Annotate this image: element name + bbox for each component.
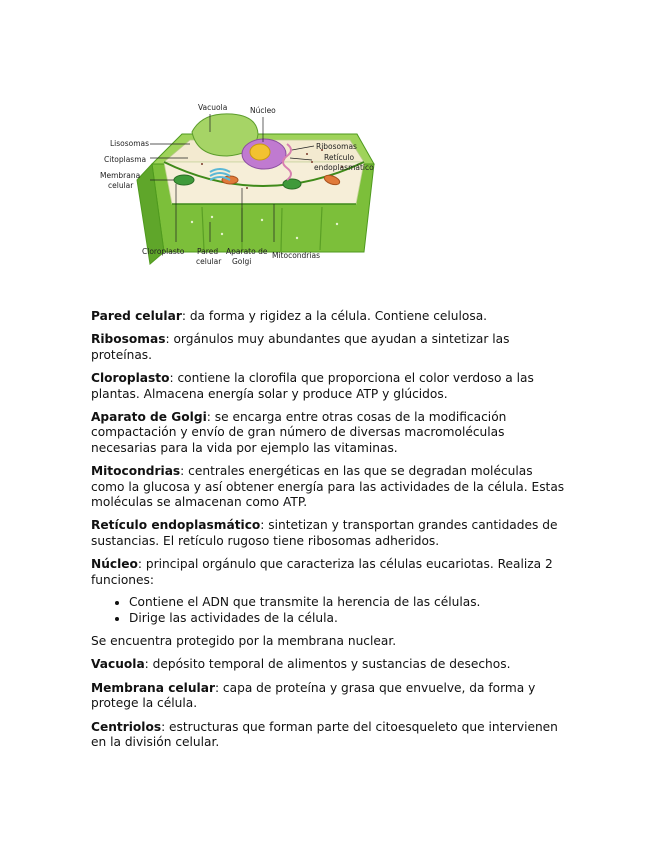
nucleo-extra: Se encuentra protegido por la membrana nuclear. [91,633,397,648]
term: Vacuola [91,657,145,672]
term: Retículo endoplasmático [91,518,261,533]
label-pared-1: Pared [197,247,219,256]
entry-vacuola [91,657,569,672]
term: Centriolos [91,719,162,734]
entry-pared-celular [91,309,569,324]
entry-cloroplasto [91,371,569,402]
description: : capa de proteína y grasa que envuelve, da forma y protege la célula. [91,680,536,711]
label-golgi-2: Golgi [232,257,252,266]
nucleo-functions-list [91,595,569,626]
label-golgi-1: Aparato de [226,247,268,256]
label-membrana-2: celular [108,181,134,190]
label-nucleo: Núcleo [250,106,276,115]
plant-cell-diagram [92,92,382,282]
label-ribosomas: Ribosomas [316,142,357,151]
entry-mitocondrias [91,464,569,510]
label-pared-2: celular [196,257,222,266]
label-reticulo-2: endoplasmático [314,163,374,172]
list-item: • Dirige las actividades de la célula. [129,611,569,626]
entry-ribosomas [91,332,569,363]
entry-nucleo [91,557,569,588]
description: : orgánulos muy abundantes que ayudan a sintetizar las proteínas. [91,332,510,362]
term: Pared celular [91,309,182,323]
description: : principal orgánulo que caracteriza las células eucariotas. Realiza 2 funciones: [91,557,553,587]
description: : estructuras que forman parte del citoesqueleto que intervienen en la división celular. [91,719,558,749]
term: Membrana celular [91,680,215,695]
label-mitocondrias: Mitocondrias [272,251,320,260]
label-cloroplasto: Cloroplasto [142,247,185,256]
term: Cloroplasto [91,371,170,386]
label-membrana-1: Membrana [100,171,141,180]
label-lisosomas: Lisosomas [110,139,150,148]
term: Mitocondrias [91,464,181,479]
description: : contiene la clorofila que proporciona el color verdoso a las plantas. Almacena energía solar y produce ATP y glúcidos. [91,371,534,401]
plant-cell-illustration [92,92,382,282]
entry-reticulo-endoplasmatico [91,518,569,549]
entry-centriolos [91,720,569,751]
list-item: • Contiene el ADN que transmite la herencia de las células. [129,595,569,610]
term: Ribosomas [91,332,166,347]
label-vacuola: Vacuola [198,103,228,112]
description: : depósito temporal de alimentos y sustancias de desechos. [144,657,511,672]
entry-aparato-de-golgi [91,410,569,456]
term: Núcleo [91,557,138,572]
entry-membrana-celular [91,681,569,712]
document-body [91,309,569,758]
description: : se encarga entre otras cosas de la modificación compactación y envío de gran número de diversas macromoléculas necesarias para la vida por ejemplo las vitaminas. [91,410,507,455]
description: : da forma y rigidez a la célula. Contiene celulosa. [181,309,488,323]
description: : centrales energéticas en las que se degradan moléculas como la glucosa y así obtener energía para las actividades de la célula. Estas moléculas se almacenan como ATP. [91,464,565,510]
label-reticulo-1: Retículo [324,153,355,162]
label-citoplasma: Citoplasma [104,155,147,164]
term: Aparato de Golgi [91,410,207,425]
description: : sintetizan y transportan grandes cantidades de sustancias. El retículo rugoso tiene ribosomas adheridos. [91,518,558,548]
